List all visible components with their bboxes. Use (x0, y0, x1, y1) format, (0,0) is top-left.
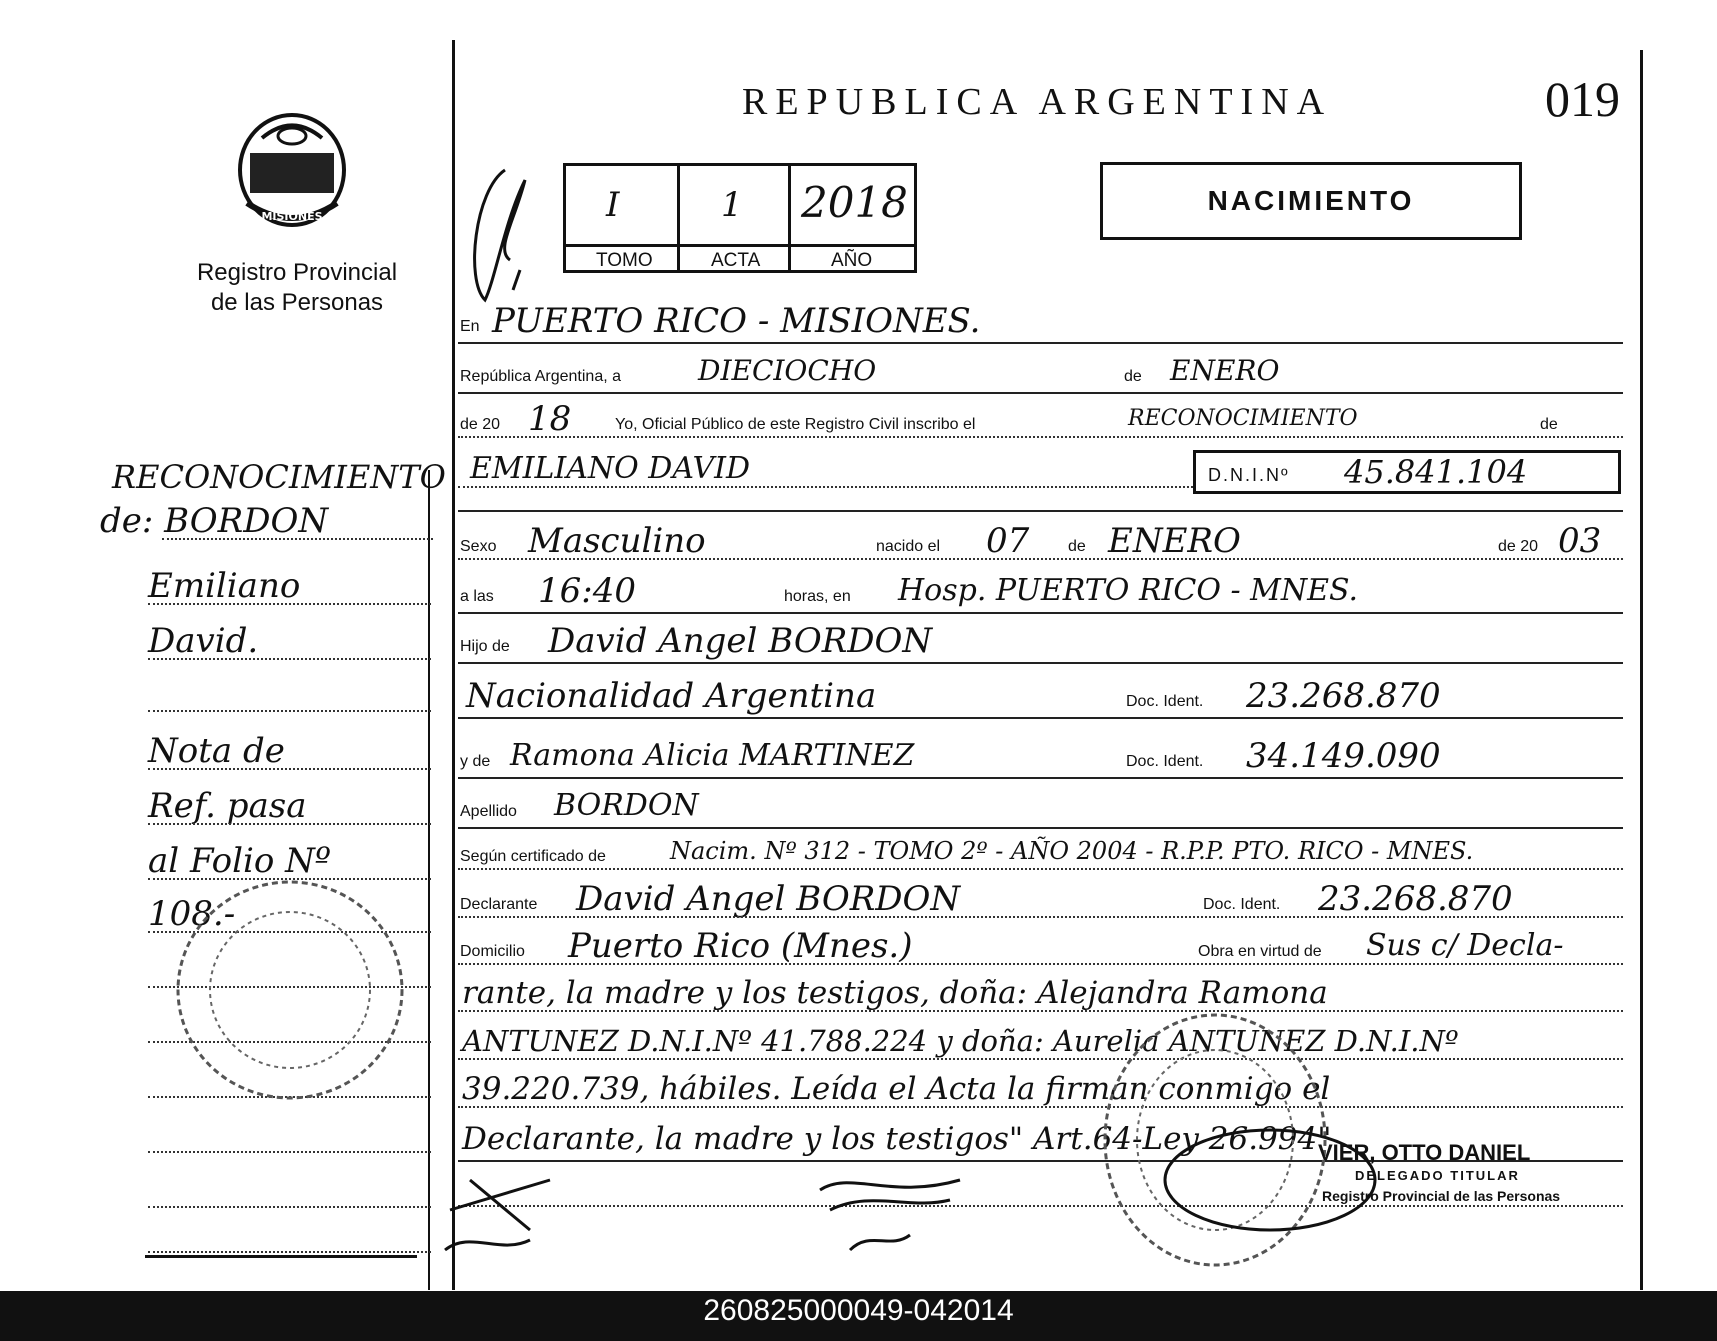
registry-name-line2: de las Personas (210, 289, 384, 316)
ano-value: 2018 (801, 178, 908, 227)
row-date: República Argentina, a DIECIOCHO de ENERO (458, 350, 1623, 392)
margin-note-title: RECONOCIMIENTO (112, 458, 446, 496)
margin-line-5: Nota de (148, 730, 431, 770)
mother-signature (810, 1160, 970, 1260)
acta-label: ACTA (711, 250, 761, 271)
right-border-line (1640, 50, 1643, 1290)
row-text-3: 39.220.739, hábiles. Leída el Acta la firman conmigo el (458, 1068, 1623, 1110)
official-office: Registro Provincial de las Personas (1322, 1188, 1561, 1204)
margin-line-3: David. (148, 620, 431, 660)
row-declarante: Declarante David Angel BORDON Doc. Ident. 23.268.870 (458, 878, 1623, 920)
record-type-box (1100, 162, 1522, 240)
initials-signature (465, 160, 545, 310)
row-domicilio: Domicilio Puerto Rico (Mnes.) Obra en virtud de Sus c/ Decla- (458, 925, 1623, 967)
margin-bottom-rule (145, 1255, 417, 1258)
margin-line-14 (148, 1213, 431, 1253)
margin-delegation-stamp (170, 875, 410, 1105)
row-sexo: Sexo Masculino nacido el 07 de ENERO de 20 03 (458, 520, 1623, 562)
margin-line-2: Emiliano (148, 565, 431, 605)
acta-value: 1 (721, 185, 743, 225)
margin-line-1: de: BORDON (150, 500, 433, 540)
row-father-nat: Nacionalidad Argentina Doc. Ident. 23.268.870 (458, 675, 1623, 717)
signature-rule (458, 1205, 1623, 1207)
ano-label: AÑO (831, 250, 873, 271)
margin-line-8: 108.- (148, 893, 431, 933)
official-title: DELEGADO TITULAR (1355, 1168, 1520, 1183)
row-certificado: Según certificado de Nacim. Nº 312 - TOMO 2º - AÑO 2004 - R.P.P. PTO. RICO - MNES. (458, 830, 1623, 872)
row-text-1: rante, la madre y los testigos, doña: Alejandra Ramona (458, 972, 1623, 1014)
left-border-line (452, 40, 455, 1290)
record-type: NACIMIENTO (1207, 185, 1415, 216)
tomo-acta-ano-box (563, 163, 917, 273)
declarante-signature (440, 1160, 570, 1260)
margin-line-4 (148, 672, 431, 712)
official-name: VIER, OTTO DANIEL (1318, 1140, 1531, 1165)
row-text-4: Declarante, la madre y los testigos" Art.64-Ley 26.994" (458, 1118, 1623, 1160)
row-father: Hijo de David Angel BORDON (458, 620, 1623, 662)
country-title: REPUBLICA ARGENTINA (742, 81, 1333, 123)
margin-line-13 (148, 1168, 431, 1208)
tomo-value: I (606, 185, 620, 225)
footer-barcode-text: 260825000049-042014 (703, 1294, 1014, 1327)
row-name: EMILIANO DAVID D.N.I.Nº 45.841.104 (458, 448, 1623, 490)
registry-name-line1: Registro Provincial (196, 259, 398, 286)
svg-text:MISIONES: MISIONES (261, 210, 323, 223)
row-text-2: ANTUNEZ D.N.I.Nº 41.788.224 y doña: Aurelia ANTUNEZ D.N.I.Nº (458, 1020, 1623, 1062)
row-hour: a las 16:40 horas, en Hosp. PUERTO RICO - MNES. (458, 570, 1623, 612)
row-apellido: Apellido BORDON (458, 785, 1623, 827)
registry-seal (232, 108, 352, 238)
margin-line-6: Ref. pasa (148, 785, 431, 825)
row-mother: y de Ramona Alicia MARTINEZ Doc. Ident. 34.149.090 (458, 735, 1623, 777)
tomo-label: TOMO (596, 250, 653, 271)
row-inscribo: de 20 18 Yo, Oficial Público de este Registro Civil inscribo el RECONOCIMIENTO de (458, 398, 1623, 440)
dni-box: D.N.I.Nº 45.841.104 (1193, 450, 1621, 494)
folio-number: 019 (1545, 71, 1620, 127)
registry-name (172, 258, 422, 318)
row-en: En PUERTO RICO - MISIONES. (458, 300, 1623, 342)
margin-line-12 (148, 1113, 431, 1153)
margin-line-7: al Folio Nº (148, 840, 431, 880)
